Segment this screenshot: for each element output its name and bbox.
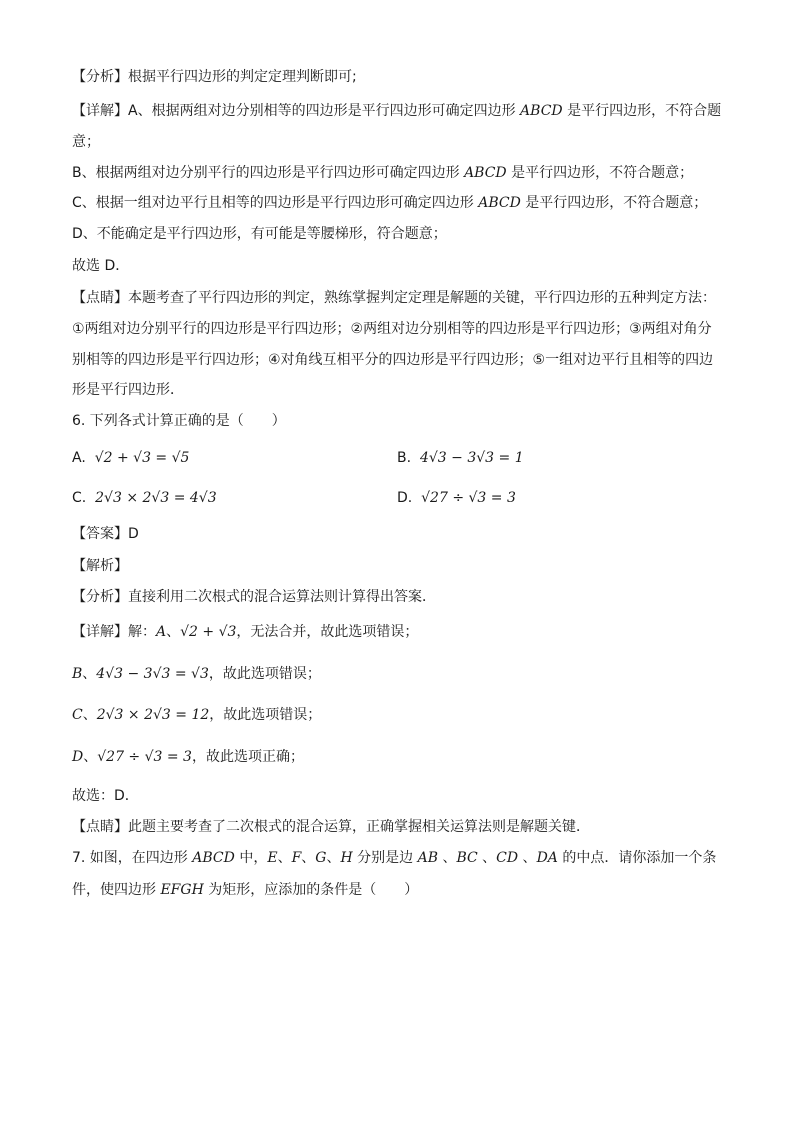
question-6-stem: 6. 下列各式计算正确的是（ ） [72, 413, 286, 429]
q6-analysis-line: 【分析】直接利用二次根式的混合运算法则计算得出答案． [72, 589, 436, 605]
q6-detail-b: B、4√3 − 3√3 = √3，故此选项错误； [72, 666, 321, 682]
detail-line-a-cont: 意； [72, 134, 100, 150]
detail-line-d: D、不能确定是平行四边形，有可能是等腰梯形，符合题意； [72, 226, 447, 242]
option-c: C. 2√3 × 2√3 = 4√3 [72, 490, 217, 506]
option-c-expr: 2√3 × 2√3 = 4√3 [95, 490, 217, 506]
option-d-expr: √27 ÷ √3 = 3 [421, 490, 516, 506]
option-a-expr: √2 + √3 = √5 [94, 450, 190, 466]
answer-line: 【答案】D [72, 526, 139, 542]
jiexi-line: 【解析】 [72, 558, 128, 574]
detail-line-c: C、根据一组对边平行且相等的四边形是平行四边形可确定四边形 ABCD 是平行四边形，不符合题意； [72, 195, 708, 211]
detail-line-a: 【详解】A、根据两组对边分别相等的四边形是平行四边形可确定四边形 ABCD 是平行四边形，不符合题 [72, 103, 722, 119]
q6-comment-line: 【点睛】此题主要考查了二次根式的混合运算，正确掌握相关运算法则是解题关键． [72, 819, 590, 835]
q6-choose-line: 故选：D． [72, 788, 139, 804]
option-d: D. √27 ÷ √3 = 3 [397, 490, 516, 506]
question-7-line-2: 件，使四边形 EFGH 为矩形，应添加的条件是（ ） [72, 882, 419, 898]
analysis-line: 【分析】根据平行四边形的判定定理判断即可; [72, 69, 357, 85]
q6-detail-c: C、2√3 × 2√3 = 12，故此选项错误； [72, 707, 322, 723]
comment-line-2: ①两组对边分别平行的四边形是平行四边形；②两组对边分别相等的四边形是平行四边形；③两组对角分 [72, 321, 712, 337]
comment-line-1: 【点睛】本题考查了平行四边形的判定，熟练掌握判定定理是解题的关键，平行四边形的五种判定方法： [72, 290, 716, 306]
q6-detail-a: 【详解】解：A、√2 + √3，无法合并，故此选项错误； [72, 624, 419, 640]
option-a: A. √2 + √3 = √5 [72, 450, 190, 466]
question-7-line-1: 7. 如图，在四边形 ABCD 中，E、F、G、H 分别是边 AB 、BC 、CD 、DA 的中点．请你添加一个条 [72, 850, 717, 866]
detail-line-b: B、根据两组对边分别平行的四边形是平行四边形可确定四边形 ABCD 是平行四边形，不符合题意； [72, 165, 694, 181]
q6-detail-d: D、√27 ÷ √3 = 3，故此选项正确； [72, 749, 304, 765]
option-b: B. 4√3 − 3√3 = 1 [397, 450, 524, 466]
choose-line: 故选 D． [72, 258, 130, 274]
comment-line-3: 别相等的四边形是平行四边形；④对角线互相平分的四边形是平行四边形；⑤一组对边平行且相等的四边 [72, 352, 714, 368]
comment-line-4: 形是平行四边形． [72, 382, 184, 398]
option-b-expr: 4√3 − 3√3 = 1 [419, 450, 524, 466]
